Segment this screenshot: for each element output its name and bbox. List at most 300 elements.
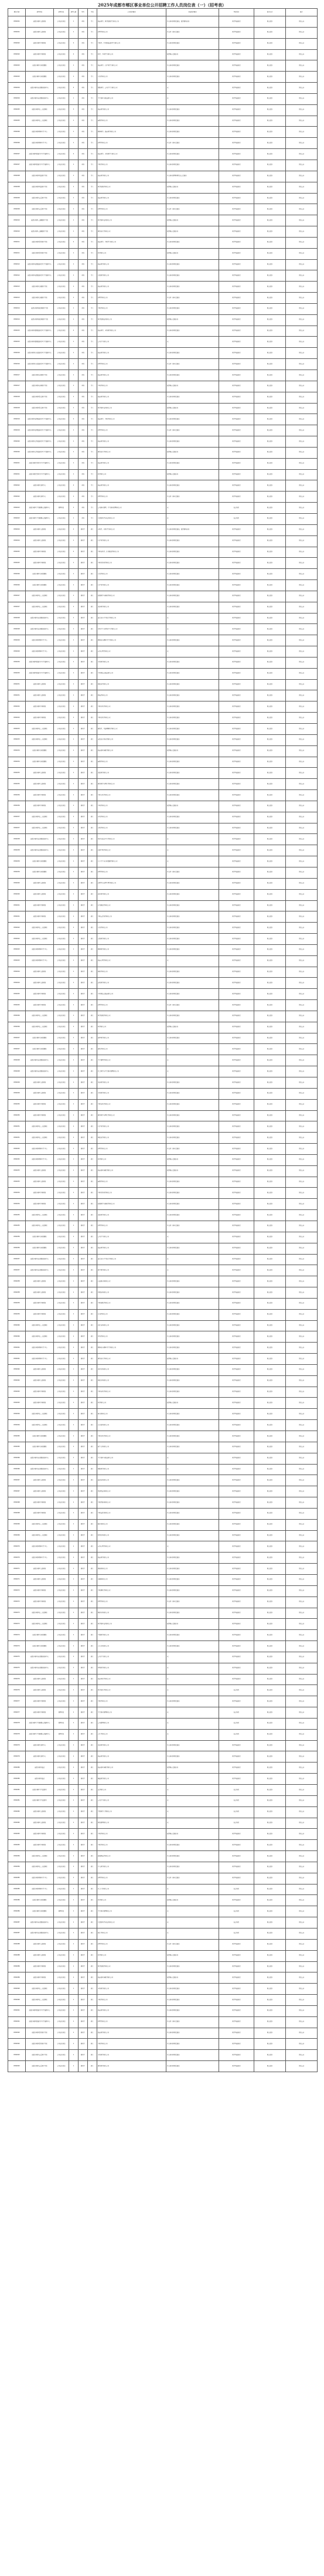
cell-unit: 成都市郫区精神卫生中心 [26, 1873, 54, 1884]
cell-edu: 研究生 [79, 535, 88, 547]
cell-edu: 研究生 [79, 923, 88, 934]
cell-exam: 医学基础知识 [219, 259, 254, 270]
cell-post: 专业技术岗位 [54, 779, 69, 790]
cell-code: 0560001 [8, 27, 26, 38]
cell-note: 详见公告 [286, 911, 318, 923]
cell-num: 1 [69, 1464, 79, 1475]
cell-other: 取得相应资格证书 [166, 248, 219, 259]
cell-num: 1 [69, 27, 79, 38]
cell-unit: 成都市郫区中医医院 [26, 911, 54, 923]
cell-code: 0560057 [8, 1254, 26, 1265]
cell-post: 专业技术岗位 [54, 1895, 69, 1906]
cell-deg: 硕士 [88, 1343, 97, 1354]
cell-apply: 网上报名 [254, 359, 286, 370]
cell-exam: 医学基础知识 [219, 1840, 254, 1851]
cell-edu: 研究生 [79, 768, 88, 779]
cell-apply: 网上报名 [254, 1144, 286, 1155]
cell-major: 临床检验诊断学相关专业 [97, 1165, 166, 1177]
cell-num: 1 [69, 1243, 79, 1254]
cell-exam: 医学基础知识 [219, 72, 254, 83]
cell-deg: 学士 [88, 348, 97, 359]
cell-post: 专业技术岗位 [54, 1663, 69, 1674]
cell-note: 详见公告 [286, 1110, 318, 1121]
cell-post: 专业技术岗位 [54, 27, 69, 38]
cell-exam: 医学基础知识 [219, 1044, 254, 1055]
cell-unit: 成都市郫区第二人民医院 [26, 1530, 54, 1541]
cell-other: 具有执业医师资格证 [166, 1486, 219, 1497]
cell-post: 专业技术岗位 [54, 83, 69, 94]
cell-exam: 医学基础知识 [219, 337, 254, 348]
cell-edu: 研究生 [79, 1574, 88, 1585]
cell-other: 无 [166, 1884, 219, 1895]
cell-post: 专业技术岗位 [54, 436, 69, 448]
cell-post: 专业技术岗位 [54, 513, 69, 524]
cell-post: 专业技术岗位 [54, 38, 69, 49]
cell-edu: 本科 [79, 337, 88, 348]
cell-note: 详见公告 [286, 1608, 318, 1619]
cell-edu: 研究生 [79, 2005, 88, 2016]
table-row [8, 259, 318, 270]
cell-deg: 学士 [88, 381, 97, 392]
cell-other: 具有执业医师资格证 [166, 1177, 219, 1188]
cell-post: 专业技术岗位 [54, 293, 69, 304]
cell-deg: 硕士 [88, 2016, 97, 2028]
cell-unit: 成都市郫区疾病预防控制中心 [26, 1254, 54, 1265]
cell-major: 预防医学相关专业 [97, 1464, 166, 1475]
cell-code: 0560002 [8, 38, 26, 49]
cell-note: 详见公告 [286, 624, 318, 635]
table-row [8, 547, 318, 558]
cell-post: 专业技术岗位 [54, 1740, 69, 1751]
cell-other: 具有护士执业资格证 [166, 204, 219, 215]
cell-apply: 网上报名 [254, 1232, 286, 1243]
cell-exam: 医学基础知识 [219, 1011, 254, 1022]
cell-major: 医学检验技术相关专业 [97, 215, 166, 226]
cell-unit: 成都市郫区第二人民医院 [26, 1133, 54, 1144]
cell-post: 专业技术岗位 [54, 1265, 69, 1276]
cell-post: 专业技术岗位 [54, 823, 69, 834]
cell-deg: 硕士 [88, 535, 97, 547]
cell-note: 详见公告 [286, 1133, 318, 1144]
cell-unit: 成都市郫区人民医院 [26, 1475, 54, 1486]
cell-edu: 研究生 [79, 1044, 88, 1055]
cell-deg: 硕士 [88, 1928, 97, 1939]
cell-exam: 医学基础知识 [219, 1265, 254, 1276]
cell-edu: 本科 [79, 381, 88, 392]
cell-major: 妇产科学相关专业 [97, 1121, 166, 1133]
cell-apply: 网上报名 [254, 1751, 286, 1762]
cell-major: 急诊医学相关专业 [97, 1740, 166, 1751]
cell-exam: 医学基础知识 [219, 1199, 254, 1210]
cell-exam: 医学基础知识 [219, 1066, 254, 1077]
cell-deg: 学士 [88, 492, 97, 503]
cell-deg: 硕士 [88, 1497, 97, 1509]
table-row [8, 314, 318, 326]
cell-post: 专业技术岗位 [54, 1795, 69, 1806]
cell-note: 详见公告 [286, 425, 318, 436]
col-header-num: 招考人数 [69, 9, 79, 16]
cell-apply: 网上报名 [254, 1597, 286, 1608]
cell-code: 0560026 [8, 569, 26, 580]
cell-unit: 成都市郫区急救中心 [26, 480, 54, 492]
cell-apply: 网上报名 [254, 248, 286, 259]
cell-num: 1 [69, 602, 79, 613]
cell-edu: 研究生 [79, 779, 88, 790]
cell-major: 卫生事业管理相关专业 [97, 1906, 166, 1917]
cell-note: 详见公告 [286, 867, 318, 878]
cell-other: 取得相应资格证书 [166, 226, 219, 238]
cell-other: 具有护士执业资格证 [166, 138, 219, 149]
cell-deg: 硕士 [88, 1995, 97, 2006]
cell-edu: 研究生 [79, 668, 88, 679]
table-row [8, 127, 318, 138]
cell-edu: 研究生 [79, 1530, 88, 1541]
cell-exam: 医学基础知识 [219, 657, 254, 668]
cell-major: 中医儿科学相关专业 [97, 790, 166, 801]
cell-code: 0560071 [8, 1574, 26, 1585]
cell-apply: 网上报名 [254, 1254, 286, 1265]
cell-exam: 医学基础知识 [219, 911, 254, 923]
cell-apply: 网上报名 [254, 337, 286, 348]
col-header-post: 招考岗位 [54, 9, 69, 16]
cell-post: 专业技术岗位 [54, 1873, 69, 1884]
cell-deg: 硕士 [88, 1375, 97, 1387]
cell-edu: 研究生 [79, 1398, 88, 1409]
cell-other: 具有执业医师资格证 [166, 1133, 219, 1144]
cell-edu: 研究生 [79, 1354, 88, 1365]
cell-unit: 成都市郫区疾病预防控制中心 [26, 845, 54, 856]
cell-code: 0560056 [8, 1243, 26, 1254]
cell-unit: 成都市郫区第二人民医院 [26, 1851, 54, 1862]
cell-other: 无 [166, 613, 219, 624]
cell-other: 具有执业医师资格证 [166, 1011, 219, 1022]
cell-post: 管理岗位 [54, 1707, 69, 1719]
cell-other: 具有护士执业资格证 [166, 1221, 219, 1232]
cell-apply: 网上报名 [254, 2016, 286, 2028]
cell-major: 风湿免疫科相关专业 [97, 1486, 166, 1497]
cell-note: 详见公告 [286, 1972, 318, 1984]
cell-deg: 硕士 [88, 1409, 97, 1420]
cell-edu: 研究生 [79, 1099, 88, 1110]
cell-unit: 成都市郫区犀浦社区卫生服务中心 [26, 149, 54, 160]
cell-apply: 网上报名 [254, 1387, 286, 1398]
cell-num: 1 [69, 93, 79, 104]
cell-unit: 成都市郫区第二人民医院 [26, 1619, 54, 1630]
cell-num: 1 [69, 1486, 79, 1497]
cell-post: 专业技术岗位 [54, 1530, 69, 1541]
cell-note: 详见公告 [286, 834, 318, 845]
cell-note: 详见公告 [286, 303, 318, 314]
cell-deg: 学士 [88, 160, 97, 171]
cell-code: 0560010 [8, 226, 26, 238]
cell-edu: 研究生 [79, 1088, 88, 1099]
table-row [8, 944, 318, 955]
cell-num: 1 [69, 1707, 79, 1719]
cell-num: 1 [69, 1110, 79, 1121]
cell-code: 0560027 [8, 602, 26, 613]
table-row [8, 1011, 318, 1022]
cell-post: 专业技术岗位 [54, 1110, 69, 1121]
cell-exam: 医学基础知识 [219, 768, 254, 779]
cell-edu: 本科 [79, 503, 88, 514]
cell-unit: 成都市郫区疾病预防控制中心 [26, 1652, 54, 1663]
cell-exam: 医学基础知识 [219, 1939, 254, 1950]
cell-code: 0560053 [8, 1177, 26, 1188]
cell-other: 具有执业医师资格证 [166, 2039, 219, 2050]
cell-num: 1 [69, 1431, 79, 1442]
cell-num: 1 [69, 392, 79, 403]
cell-code: 0560061 [8, 1354, 26, 1365]
table-row [8, 867, 318, 878]
table-row [8, 1564, 318, 1575]
cell-deg: 硕士 [88, 1364, 97, 1375]
cell-unit: 成都市郫区卫生健康综合服务中心 [26, 513, 54, 524]
cell-unit: 成都市郫区中医医院 [26, 547, 54, 558]
table-row [8, 160, 318, 171]
cell-num: 1 [69, 160, 79, 171]
cell-num: 1 [69, 878, 79, 889]
table-row [8, 1442, 318, 1453]
cell-major: 老年医学相关专业 [97, 889, 166, 900]
cell-apply: 网上报名 [254, 1210, 286, 1221]
cell-edu: 研究生 [79, 1685, 88, 1696]
cell-exam: 医学基础知识 [219, 1221, 254, 1232]
cell-edu: 研究生 [79, 1331, 88, 1343]
cell-major: 全科医学相关专业 [97, 657, 166, 668]
cell-unit: 成都市郫区犀浦社区卫生服务中心 [26, 160, 54, 171]
page-title: 2025年成都市郫区事业单位公开招聘工作人员岗位表（一）（招考表） [98, 2, 226, 8]
cell-edu: 研究生 [79, 1309, 88, 1320]
cell-unit: 成都市郫区安靖街道社区卫生服务中心 [26, 425, 54, 436]
cell-note: 详见公告 [286, 1829, 318, 1840]
cell-num: 1 [69, 635, 79, 646]
cell-other: 具有执业医师资格证 [166, 1121, 219, 1133]
cell-code: 0560012 [8, 259, 26, 270]
cell-num: 1 [69, 1541, 79, 1553]
cell-note: 详见公告 [286, 359, 318, 370]
cell-note: 详见公告 [286, 690, 318, 701]
cell-apply: 网上报名 [254, 1674, 286, 1685]
cell-edu: 研究生 [79, 701, 88, 713]
cell-exam: 医学基础知识 [219, 458, 254, 469]
cell-post: 专业技术岗位 [54, 303, 69, 314]
cell-num: 1 [69, 1420, 79, 1431]
cell-post: 专业技术岗位 [54, 370, 69, 381]
cell-edu: 研究生 [79, 1608, 88, 1619]
cell-other: 具有执业医师资格证 [166, 1110, 219, 1121]
cell-exam: 医学基础知识 [219, 1663, 254, 1674]
cell-edu: 研究生 [79, 1486, 88, 1497]
cell-apply: 网上报名 [254, 1343, 286, 1354]
cell-note: 详见公告 [286, 2050, 318, 2061]
table-row [8, 492, 318, 503]
cell-code: 0560051 [8, 1133, 26, 1144]
cell-note: 详见公告 [286, 1895, 318, 1906]
cell-post: 专业技术岗位 [54, 978, 69, 989]
cell-unit: 成都市郫区疾病预防控制中心 [26, 1453, 54, 1464]
cell-note: 详见公告 [286, 1431, 318, 1442]
cell-post: 专业技术岗位 [54, 911, 69, 923]
cell-num: 1 [69, 16, 79, 28]
table-row [8, 535, 318, 547]
cell-edu: 本科 [79, 104, 88, 116]
table-row [8, 580, 318, 591]
cell-exam: 医学基础知识 [219, 215, 254, 226]
cell-note: 详见公告 [286, 492, 318, 503]
cell-major: 康复医学与理疗学相关专业 [97, 1110, 166, 1121]
cell-code: 0560028 [8, 613, 26, 624]
cell-major: 临床医学相关专业 [97, 171, 166, 182]
cell-apply: 网上报名 [254, 1055, 286, 1066]
cell-apply: 网上报名 [254, 624, 286, 635]
cell-edu: 研究生 [79, 955, 88, 967]
cell-unit: 成都市郫区唐昌镇卫生院 [26, 248, 54, 259]
cell-note: 详见公告 [286, 127, 318, 138]
table-row [8, 149, 318, 160]
cell-code: 0560014 [8, 314, 26, 326]
cell-edu: 本科 [79, 259, 88, 270]
cell-post: 管理岗位 [54, 1729, 69, 1740]
cell-deg: 硕士 [88, 978, 97, 989]
cell-major: 临床医学相关专业 [97, 436, 166, 448]
cell-apply: 网上报名 [254, 1309, 286, 1320]
cell-deg: 硕士 [88, 734, 97, 745]
cell-deg: 硕士 [88, 745, 97, 757]
cell-deg: 学士 [88, 104, 97, 116]
cell-other: 无 [166, 513, 219, 524]
cell-major: 护理学相关专业 [97, 359, 166, 370]
cell-edu: 研究生 [79, 547, 88, 558]
cell-num: 1 [69, 1099, 79, 1110]
cell-major: 临床医学相关专业 [97, 282, 166, 293]
cell-deg: 硕士 [88, 701, 97, 713]
cell-exam: 医学基础知识 [219, 1950, 254, 1961]
cell-apply: 网上报名 [254, 524, 286, 535]
cell-unit: 成都市郫区中医医院 [26, 713, 54, 724]
table-row [8, 480, 318, 492]
cell-post: 专业技术岗位 [54, 1818, 69, 1829]
cell-edu: 本科 [79, 403, 88, 414]
cell-deg: 硕士 [88, 1884, 97, 1895]
cell-post: 专业技术岗位 [54, 2039, 69, 2050]
cell-post: 专业技术岗位 [54, 359, 69, 370]
cell-num: 1 [69, 845, 79, 856]
cell-apply: 网上报名 [254, 701, 286, 713]
cell-major: 公共卫生相关专业 [97, 1795, 166, 1806]
cell-edu: 研究生 [79, 1729, 88, 1740]
cell-note: 详见公告 [286, 856, 318, 867]
cell-other: 具有执业医师资格证 [166, 149, 219, 160]
cell-major: 临床医学、全科医学等相关专业 [97, 149, 166, 160]
table-row [8, 602, 318, 613]
table-row [8, 845, 318, 856]
cell-exam: 医学基础知识 [219, 1055, 254, 1066]
cell-major: 康复医学相关专业 [97, 2061, 166, 2072]
cell-note: 详见公告 [286, 226, 318, 238]
cell-unit: 成都市郫区疾病预防控制中心 [26, 834, 54, 845]
cell-note: 详见公告 [286, 1553, 318, 1564]
cell-exam: 医学基础知识 [219, 171, 254, 182]
cell-num: 1 [69, 359, 79, 370]
cell-major: 药学、中药学等相关专业 [97, 49, 166, 60]
cell-edu: 研究生 [79, 1597, 88, 1608]
cell-exam: 医学基础知识 [219, 635, 254, 646]
cell-post: 专业技术岗位 [54, 845, 69, 856]
table-row [8, 2050, 318, 2061]
cell-post: 专业技术岗位 [54, 934, 69, 945]
cell-edu: 本科 [79, 458, 88, 469]
cell-deg: 硕士 [88, 1663, 97, 1674]
cell-note: 详见公告 [286, 160, 318, 171]
cell-code: 0560037 [8, 823, 26, 834]
cell-note: 详见公告 [286, 657, 318, 668]
cell-num: 1 [69, 1199, 79, 1210]
table-row [8, 381, 318, 392]
cell-num: 1 [69, 1210, 79, 1221]
cell-deg: 学士 [88, 359, 97, 370]
cell-edu: 研究生 [79, 1785, 88, 1796]
cell-deg: 学士 [88, 116, 97, 127]
cell-edu: 研究生 [79, 1475, 88, 1486]
cell-other: 无 [166, 1464, 219, 1475]
cell-apply: 网上报名 [254, 1729, 286, 1740]
cell-note: 详见公告 [286, 1154, 318, 1165]
table-row [8, 1508, 318, 1519]
cell-num: 1 [69, 503, 79, 514]
cell-num: 1 [69, 889, 79, 900]
cell-num: 1 [69, 535, 79, 547]
cell-edu: 研究生 [79, 657, 88, 668]
cell-exam: 医学基础知识 [219, 1343, 254, 1354]
cell-apply: 网上报名 [254, 1188, 286, 1199]
cell-other: 无 [166, 1928, 219, 1939]
cell-major: 核医学相关专业 [97, 967, 166, 978]
cell-other: 具有执业医师资格证 [166, 2050, 219, 2061]
cell-major: 法学相关专业 [97, 1785, 166, 1796]
table-row [8, 293, 318, 304]
cell-other: 具有执业医师资格证 [166, 779, 219, 790]
cell-exam: 医学基础知识 [219, 1254, 254, 1265]
cell-unit: 成都市郫区第二人民医院 [26, 812, 54, 823]
cell-post: 专业技术岗位 [54, 856, 69, 867]
cell-major: 皮肤病与性病学相关专业 [97, 734, 166, 745]
cell-edu: 研究生 [79, 724, 88, 735]
cell-num: 2 [69, 414, 79, 425]
cell-note: 详见公告 [286, 1364, 318, 1375]
cell-num: 1 [69, 270, 79, 282]
cell-unit: 成都市郫区精神卫生中心 [26, 1343, 54, 1354]
cell-deg: 学士 [88, 215, 97, 226]
cell-exam: 医学基础知识 [219, 1961, 254, 1972]
cell-apply: 网上报名 [254, 1375, 286, 1387]
cell-note: 详见公告 [286, 635, 318, 646]
cell-note: 详见公告 [286, 1420, 318, 1431]
cell-unit: 成都市郫区人民医院 [26, 768, 54, 779]
cell-edu: 本科 [79, 469, 88, 480]
cell-post: 专业技术岗位 [54, 1608, 69, 1619]
cell-unit: 成都市郫区中医医院 [26, 1508, 54, 1519]
cell-deg: 硕士 [88, 657, 97, 668]
cell-major: 全科医学相关专业 [97, 2050, 166, 2061]
cell-other: 无 [166, 834, 219, 845]
cell-other: 具有执业医师资格证 [166, 1608, 219, 1619]
cell-major: 中医学相关专业 [97, 1995, 166, 2006]
cell-num: 1 [69, 801, 79, 812]
cell-other: 具有执业医师资格证 [166, 1508, 219, 1519]
cell-exam: 医学基础知识 [219, 414, 254, 425]
cell-num: 1 [69, 1077, 79, 1089]
cell-apply: 网上报名 [254, 1265, 286, 1276]
